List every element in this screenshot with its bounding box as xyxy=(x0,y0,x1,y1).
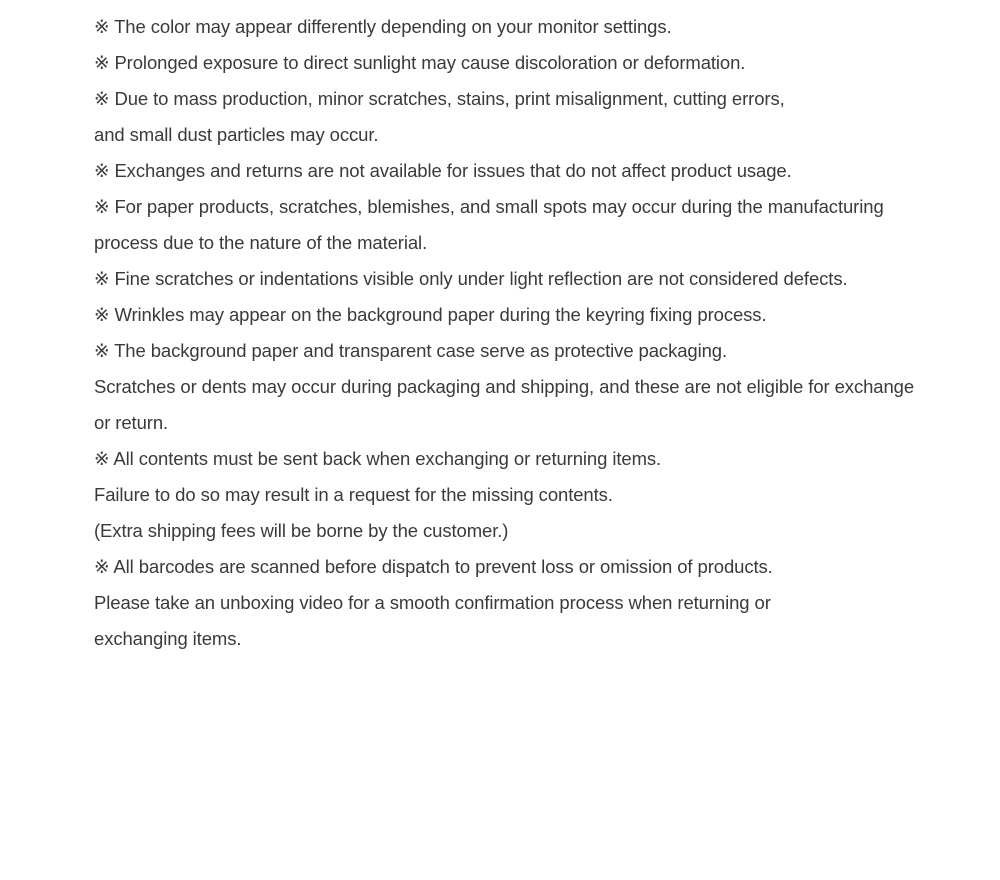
product-notice-block xyxy=(94,9,974,657)
notice-unboxing-video: Please take an unboxing video for a smooth confirmation process when returning or xyxy=(94,592,771,613)
notice-paper-products-cont: process due to the nature of the material. xyxy=(94,232,428,253)
notice-color-variation: ※ The color may appear differently depending on your monitor settings. xyxy=(94,16,672,37)
notice-mass-production-cont: and small dust particles may occur. xyxy=(94,124,379,145)
notice-exchange-usage: ※ Exchanges and returns are not available for issues that do not affect product usage. xyxy=(94,160,792,181)
notice-protective-packaging: ※ The background paper and transparent case serve as protective packaging. xyxy=(94,340,728,361)
notice-mass-production: ※ Due to mass production, minor scratches, stains, print misalignment, cutting errors, xyxy=(94,88,785,109)
notice-fine-scratches: ※ Fine scratches or indentations visible only under light reflection are not considered defects. xyxy=(94,268,848,289)
notice-shipping-damage-cont: or return. xyxy=(94,412,169,433)
notice-barcodes: ※ All barcodes are scanned before dispatch to prevent loss or omission of products. xyxy=(94,556,773,577)
notice-paper-products: ※ For paper products, scratches, blemishes, and small spots may occur during the manufacturing xyxy=(94,196,884,217)
notice-missing-contents: Failure to do so may result in a request for the missing contents. xyxy=(94,484,613,505)
notice-shipping-fees: (Extra shipping fees will be borne by the customer.) xyxy=(94,520,509,541)
notice-unboxing-video-cont: exchanging items. xyxy=(94,628,242,649)
notice-return-contents: ※ All contents must be sent back when exchanging or returning items. xyxy=(94,448,662,469)
notice-shipping-damage: Scratches or dents may occur during packaging and shipping, and these are not eligible for exchange xyxy=(94,376,915,397)
notice-wrinkles: ※ Wrinkles may appear on the background paper during the keyring fixing process. xyxy=(94,304,767,325)
notice-sunlight-exposure: ※ Prolonged exposure to direct sunlight may cause discoloration or deformation. xyxy=(94,52,746,73)
